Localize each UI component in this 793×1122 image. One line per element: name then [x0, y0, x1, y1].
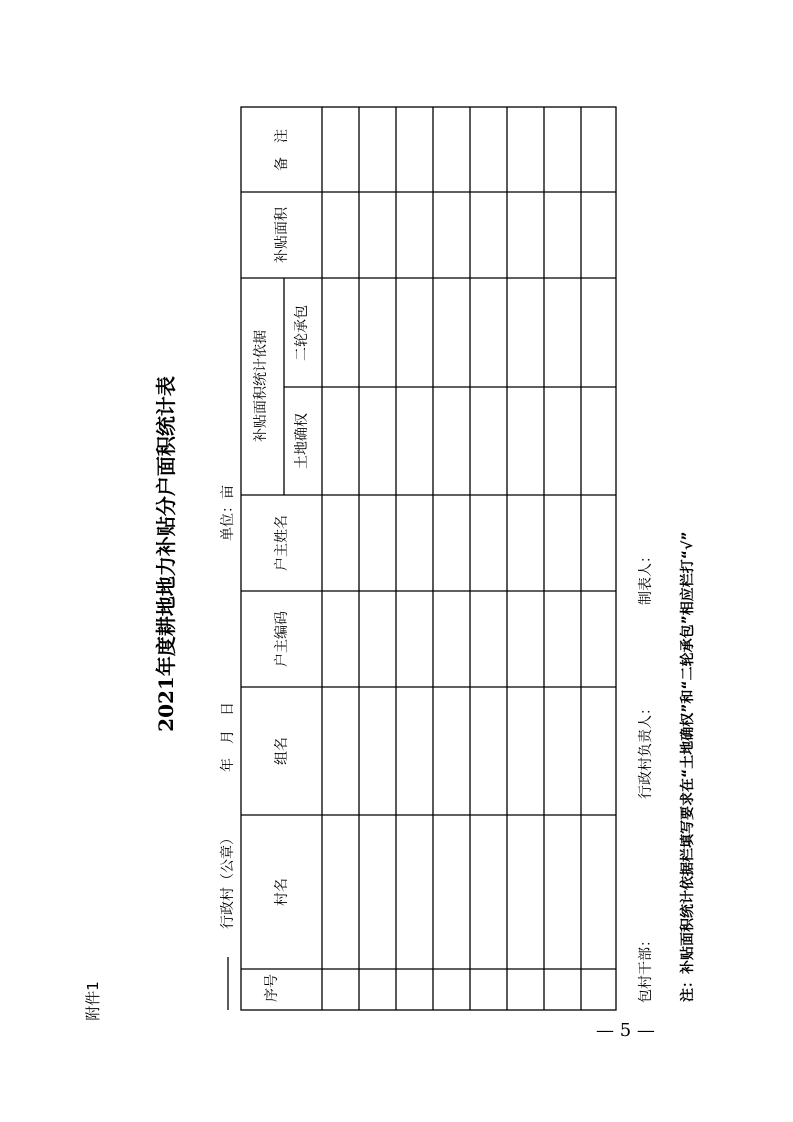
- unit-label: 单位：亩: [220, 485, 236, 541]
- header-village: 村名: [274, 878, 290, 906]
- attachment-label: 附件1: [84, 981, 102, 1021]
- header-household-code: 户主编码: [274, 611, 290, 667]
- header-subsidy-area: 补贴面积: [274, 207, 290, 263]
- footer-maker: 制表人：: [638, 549, 654, 605]
- header-basis-second-round-contract: 二轮承包: [294, 305, 310, 361]
- header-remarks: 备 注: [274, 129, 290, 171]
- header-basis-land-confirmation: 土地确权: [294, 413, 310, 469]
- page-title: 2021年度耕地地力补贴分户面积统计表: [154, 376, 178, 732]
- header-basis: 补贴面积统计依据: [253, 330, 269, 442]
- date-label: 年 月 日: [220, 702, 236, 772]
- footer-leader: 行政村负责人：: [638, 701, 654, 799]
- note-text: 注：补贴面积统计依据栏填写要求在“土地确权”和“二轮承包”相应栏打“√”: [680, 531, 696, 1002]
- table-border: [241, 107, 616, 1010]
- header-household-name: 户主姓名: [274, 515, 290, 571]
- header-group: 组名: [274, 737, 290, 765]
- admin-village-label: 行政村（公章）: [220, 831, 236, 929]
- header-seq: 序号: [264, 974, 280, 1002]
- footer-cadre: 包村干部：: [638, 933, 654, 1003]
- page-number: — 5 —: [596, 1020, 655, 1041]
